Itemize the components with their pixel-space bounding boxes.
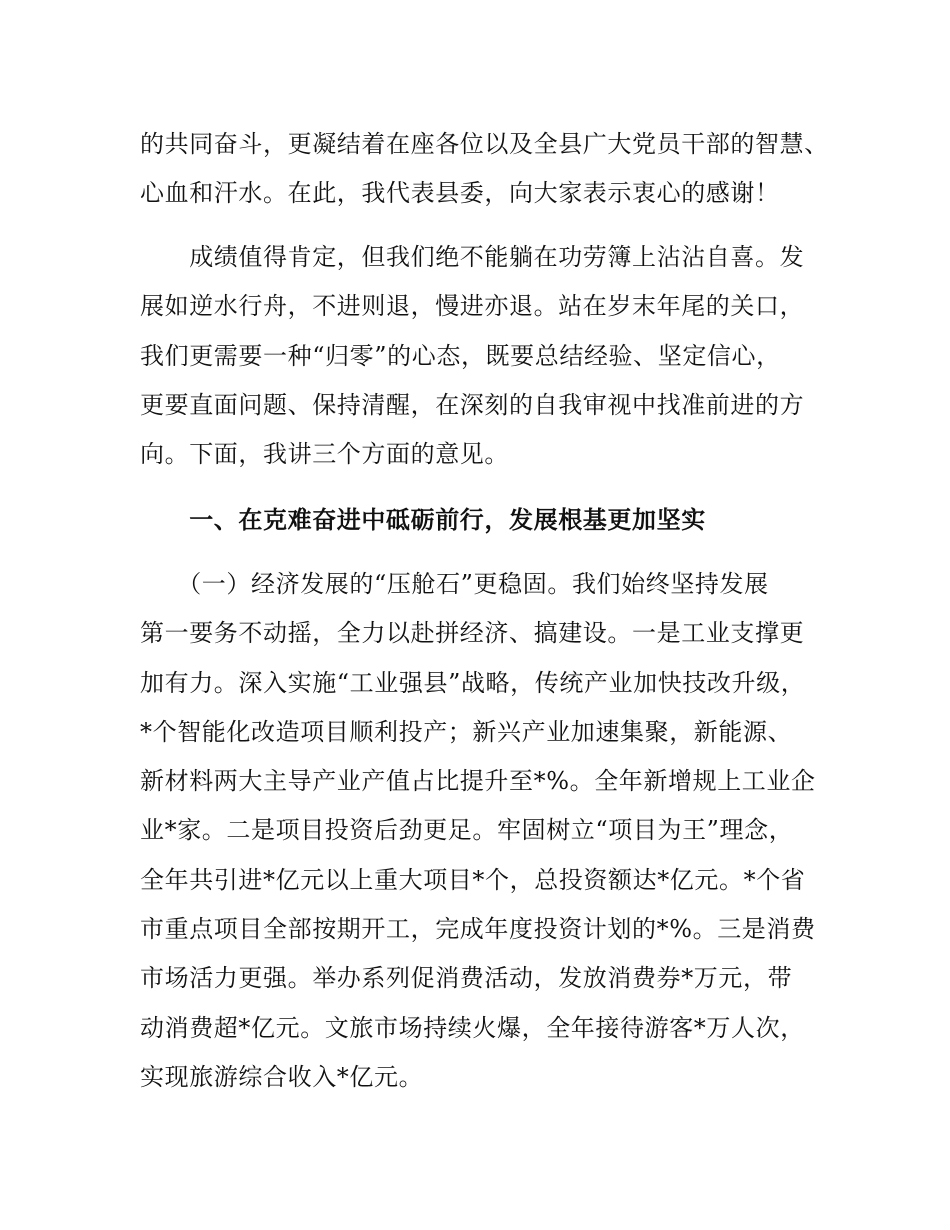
text-line: 动消费超*亿元。文旅市场持续火爆，全年接待游客*万人次，: [140, 1013, 805, 1042]
text-line: 实现旅游综合收入*亿元。: [140, 1062, 424, 1091]
paragraph-3: [140, 560, 840, 1102]
text-line: 展如逆水行舟，不进则退，慢进亦退。站在岁末年尾的关口，: [140, 292, 805, 321]
text-line: *个智能化改造项目顺利投产；新兴产业加速集聚，新能源、: [140, 717, 793, 746]
paragraph-1: [140, 120, 840, 219]
text-line: 业*家。二是项目投资后劲更足。牢固树立“项目为王”理念，: [140, 816, 794, 845]
text-line: 向。下面，我讲三个方面的意见。: [140, 440, 509, 469]
heading-text: 一、在克难奋进中砥砺前行，发展根基更加坚实: [140, 506, 706, 534]
text-line: 新材料两大主导产业产值占比提升至*%。全年新增规上工业企: [140, 767, 816, 796]
text-line: （一）经济发展的“压舱石”更稳固。我们始终坚持发展: [140, 570, 769, 598]
text-line: 全年共引进*亿元以上重大项目*个，总投资额达*亿元。*个省: [140, 865, 806, 894]
section-heading: [140, 496, 840, 545]
text-line: 加有力。深入实施“工业强县”战略，传统产业加快技改升级，: [140, 668, 806, 697]
paragraph-2: [140, 233, 840, 479]
text-line: 第一要务不动摇，全力以赴拼经济、搞建设。一是工业支撑更: [140, 619, 805, 648]
text-line: 的共同奋斗，更凝结着在座各位以及全县广大党员干部的智慧、: [140, 130, 829, 158]
text-line: 更要直面问题、保持清醒，在深刻的自我审视中找准前进的方: [140, 390, 805, 419]
text-line: 成绩值得肯定，但我们绝不能躺在功劳簿上沾沾自喜。发: [140, 243, 805, 271]
text-line: 市场活力更强。举办系列促消费活动，发放消费券*万元，带: [140, 964, 793, 993]
text-line: 心血和汗水。在此，我代表县委，向大家表示衷心的感谢！: [140, 179, 780, 208]
text-line: 我们更需要一种“归零”的心态，既要总结经验、坚定信心，: [140, 341, 781, 370]
text-line: 市重点项目全部按期开工，完成年度投资计划的*%。三是消费: [140, 915, 816, 944]
